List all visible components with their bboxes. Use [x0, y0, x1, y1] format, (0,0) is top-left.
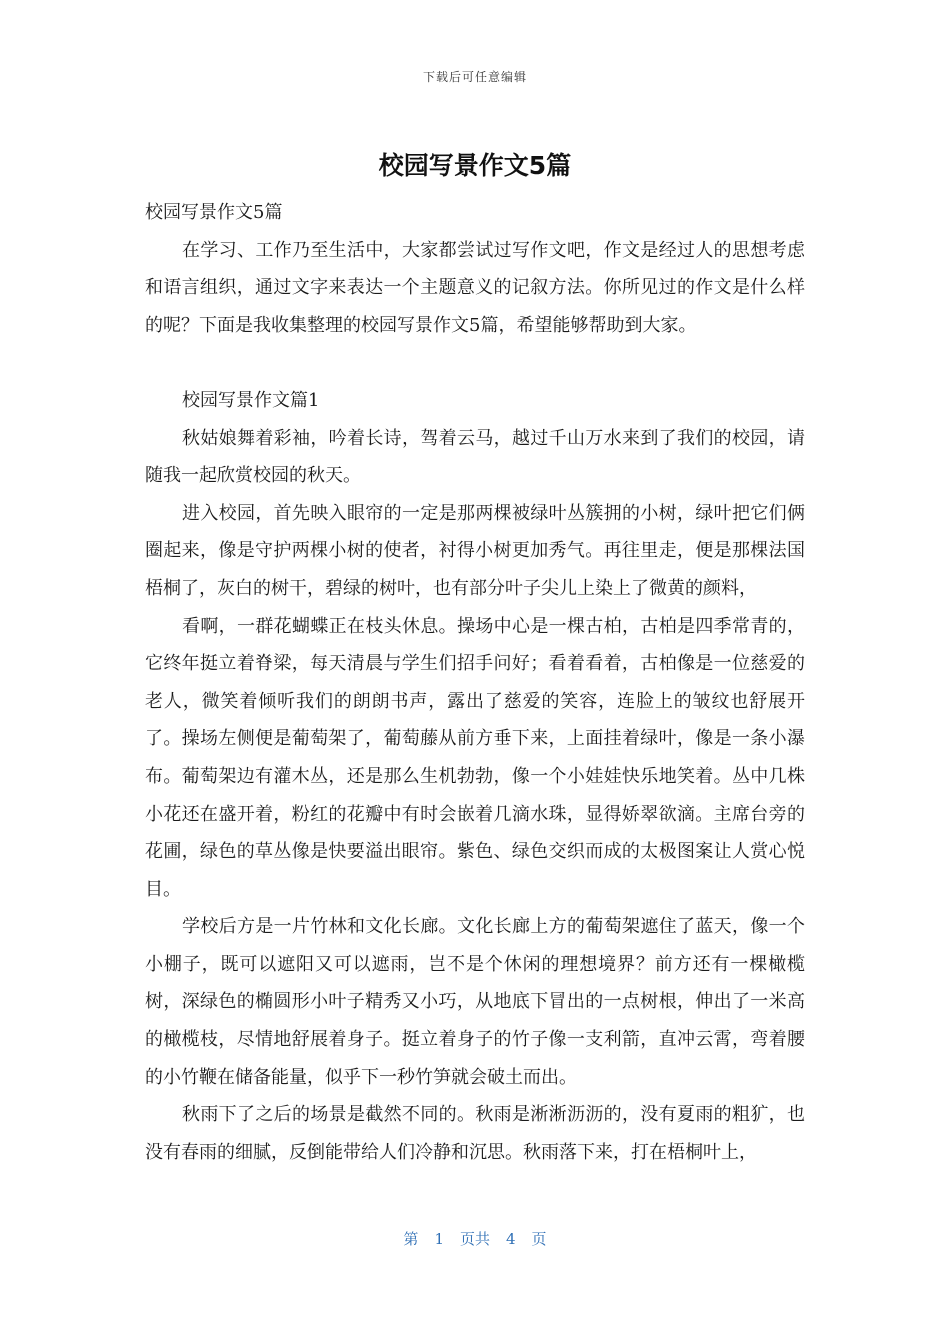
current-page-number: 1	[434, 1230, 444, 1248]
page-label-prefix: 第	[403, 1230, 419, 1248]
paragraph-spacer	[145, 344, 805, 382]
intro-paragraph: 在学习、工作乃至生活中，大家都尝试过写作文吧，作文是经过人的思想考虑和语言组织，通过文字来表达一个主题意义的记叙方法。你所见过的作文是什么样的呢？下面是我收集整理的校园写景作文5篇，希望能够帮助到大家。	[145, 239, 805, 336]
total-page-count: 4	[506, 1230, 516, 1248]
page-number-footer	[0, 1228, 950, 1249]
section-heading: 校园写景作文篇1	[182, 389, 320, 411]
page-label-mid: 页共	[459, 1230, 490, 1248]
body-paragraph: 看啊，一群花蝴蝶正在枝头休息。操场中心是一棵古柏，古柏是四季常青的，它终年挺立着脊梁，每天清晨与学生们招手问好；看着看着，古柏像是一位慈爱的老人，微笑着倾听我们的朗朗书声，露出了慈爱的笑容，连脸上的皱纹也舒展开了。操场左侧便是葡萄架了，葡萄藤从前方垂下来，上面挂着绿叶，像是一条小瀑布。葡萄架边有灌木丛，还是那么生机勃勃，像一个小娃娃快乐地笑着。丛中几株小花还在盛开着，粉红的花瓣中有时会嵌着几滴水珠，显得娇翠欲滴。主席台旁的花圃，绿色的草丛像是快要溢出眼帘。紫色、绿色交织而成的太极图案让人赏心悦目。	[145, 615, 805, 900]
body-paragraph: 秋雨下了之后的场景是截然不同的。秋雨是淅淅沥沥的，没有夏雨的粗犷，也没有春雨的细腻，反倒能带给人们冷静和沉思。秋雨落下来，打在梧桐叶上，	[145, 1104, 805, 1163]
document-title: 校园写景作文5篇	[378, 151, 572, 180]
body-paragraph: 学校后方是一片竹林和文化长廊。文化长廊上方的葡萄架遮住了蓝天，像一个小棚子，既可以遮阳又可以遮雨，岂不是个休闲的理想境界？前方还有一棵橄榄树，深绿色的椭圆形小叶子精秀又小巧，从地底下冒出的一点树根，伸出了一米高的橄榄枝，尽情地舒展着身子。挺立着身子的竹子像一支利箭，直冲云霄，弯着腰的小竹鞭在储备能量，似乎下一秒竹笋就会破土而出。	[145, 916, 805, 1088]
page-header-note: 下载后可任意编辑	[422, 70, 527, 84]
body-paragraph: 进入校园，首先映入眼帘的一定是那两棵被绿叶丛簇拥的小树，绿叶把它们俩圈起来，像是守护两棵小树的使者，衬得小树更加秀气。再往里走，便是那棵法国梧桐了，灰白的树干，碧绿的树叶，也有部分叶子尖儿上染上了微黄的颜料，	[145, 502, 805, 599]
document-body	[145, 194, 805, 1171]
page-label-suffix: 页	[531, 1230, 547, 1248]
body-paragraph: 秋姑娘舞着彩袖，吟着长诗，驾着云马，越过千山万水来到了我们的校园，请随我一起欣赏校园的秋天。	[145, 427, 805, 487]
document-subtitle: 校园写景作文5篇	[145, 202, 283, 223]
